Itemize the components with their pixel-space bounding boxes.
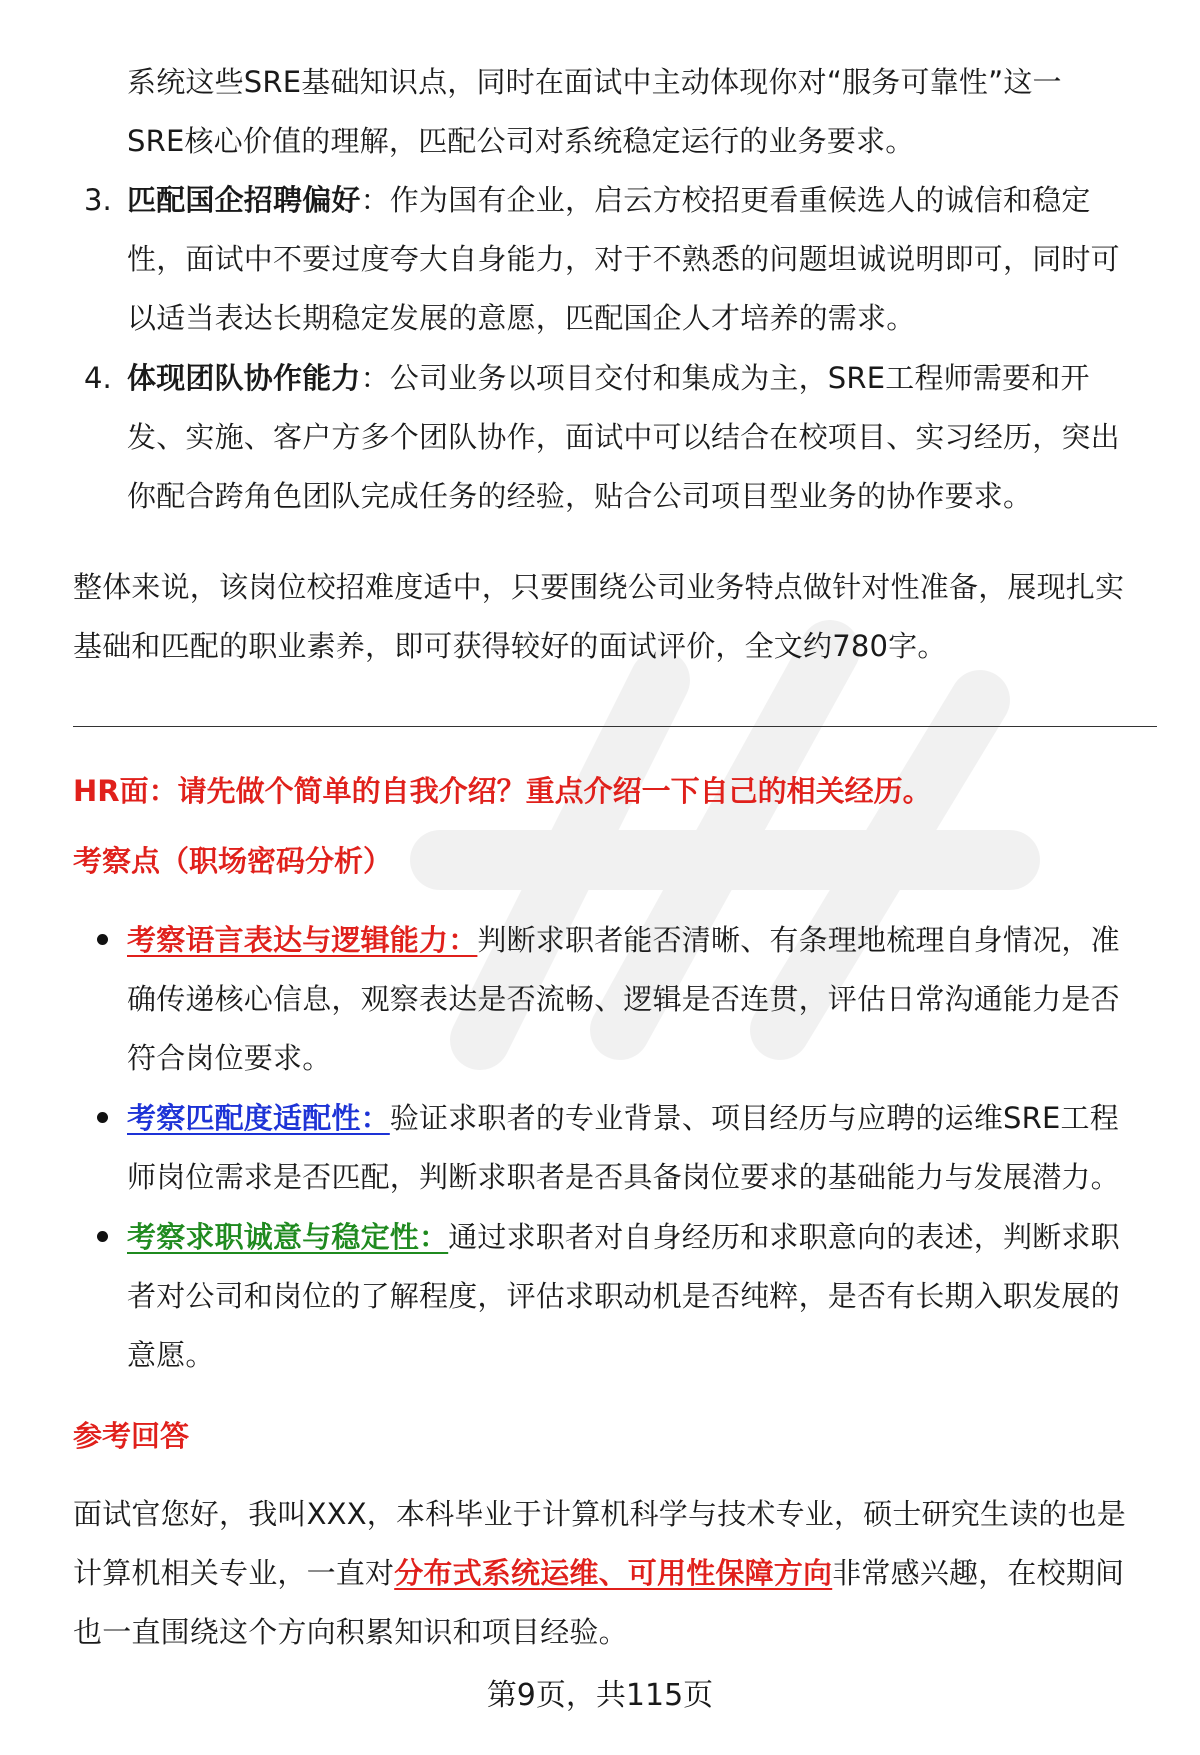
answer-line: 面试官您好，我叫XXX，本科毕业于计算机科学与技术专业，硕士研究生读的也是 [73,1497,1127,1531]
answer-line [73,1553,1124,1593]
point-title: 考察语言表达与逻辑能力： [127,923,478,957]
answer-line: 也一直围绕这个方向积累知识和项目经验。 [73,1615,628,1649]
paragraph-line: 意愿。 [127,1338,215,1372]
list-item-title: 体现团队协作能力 [127,361,361,395]
bullet-icon [97,1112,108,1123]
list-item-first-line [127,358,1090,398]
exam-points-heading: 考察点（职场密码分析） [73,844,393,878]
point-text: 验证求职者的专业背景、项目经历与应聘的运维SRE工程 [389,1101,1119,1135]
point-title: 考察求职诚意与稳定性： [127,1220,449,1254]
point-first-line [127,1098,1119,1138]
answer-heading: 参考回答 [73,1419,190,1453]
answer-text: 非常感兴趣，在校期间 [832,1556,1125,1590]
summary-line: 整体来说，该岗位校招难度适中，只要围绕公司业务特点做针对性准备，展现扎实 [73,570,1125,604]
point-first-line [127,920,1120,960]
question-heading: HR面：请先做个简单的自我介绍？重点介绍一下自己的相关经历。 [73,774,932,808]
list-item-text: ：作为国有企业，启云方校招更看重候选人的诚信和稳定 [360,183,1091,217]
bullet-icon [97,934,108,945]
paragraph-line: 确传递核心信息，观察表达是否流畅、逻辑是否连贯，评估日常沟通能力是否 [127,982,1120,1016]
point-title: 考察匹配度适配性： [127,1101,390,1135]
list-item-title: 匹配国企招聘偏好 [127,183,361,217]
paragraph-line: 师岗位需求是否匹配，判断求职者是否具备岗位要求的基础能力与发展潜力。 [127,1160,1120,1194]
section-divider [73,726,1157,727]
point-text: 判断求职者能否清晰、有条理地梳理自身情况，准 [477,923,1120,957]
page-number: 第9页，共115页 [486,1678,714,1713]
answer-highlight: 分布式系统运维、可用性保障方向 [394,1556,833,1590]
list-number: 3. [84,183,112,217]
bullet-icon [97,1231,108,1242]
paragraph-line: 系统这些SRE基础知识点，同时在面试中主动体现你对“服务可靠性”这一 [127,65,1062,99]
point-text: 通过求职者对自身经历和求职意向的表述，判断求职 [448,1220,1120,1254]
paragraph-line: SRE核心价值的理解，匹配公司对系统稳定运行的业务要求。 [127,124,915,158]
list-item-first-line [127,180,1091,220]
paragraph-line: 者对公司和岗位的了解程度，评估求职动机是否纯粹，是否有长期入职发展的 [127,1279,1120,1313]
paragraph-line: 发、实施、客户方多个团队协作，面试中可以结合在校项目、实习经历，突出 [127,420,1120,454]
summary-line: 基础和匹配的职业素养，即可获得较好的面试评价，全文约780字。 [73,629,947,663]
paragraph-line: 你配合跨角色团队完成任务的经验，贴合公司项目型业务的协作要求。 [127,479,1033,513]
answer-text: 计算机相关专业，一直对 [73,1556,395,1590]
list-number: 4. [84,361,112,395]
paragraph-line: 性，面试中不要过度夸大自身能力，对于不熟悉的问题坦诚说明即可，同时可 [127,242,1120,276]
point-first-line [127,1217,1120,1257]
paragraph-line: 符合岗位要求。 [127,1041,332,1075]
paragraph-line: 以适当表达长期稳定发展的意愿，匹配国企人才培养的需求。 [127,301,916,335]
list-item-text: ：公司业务以项目交付和集成为主，SRE工程师需要和开 [360,361,1090,395]
